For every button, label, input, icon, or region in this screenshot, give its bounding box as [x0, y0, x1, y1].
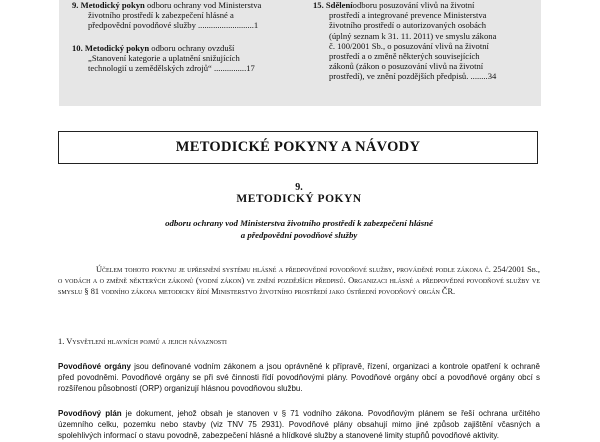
- toc-item-15[interactable]: [313, 0, 535, 82]
- chapter-heading: 1. Vysvětlení hlavních pojmů a jejich návaznosti: [58, 337, 227, 346]
- toc-item-number: 15.: [313, 0, 324, 10]
- toc-item-lead: Metodický pokyn: [84, 43, 150, 53]
- term: Povodňový plán: [58, 409, 122, 418]
- section-number: 9.: [295, 182, 303, 193]
- toc-item-lead: Metodický pokyn: [80, 0, 145, 10]
- section-subtitle: [58, 218, 540, 241]
- toc-item-line: prostředí), ve znění pozdějších předpisů. ........34: [329, 71, 497, 82]
- paragraph-text: je dokument, jehož obsah je stanoven v § 71 vodního zákona. Povodňovým plánem se řeší ochrana určitého územního celku, pozemku nebo stavby (viz TNV 75 2931). Povodňové plány obsahují mimo jiné způsob zajištění včasných a spolehlivých informací o stavu povodně, zabezpečení hlásné a hlídkové služby a stanovené limity stupňů povodňové aktivity.: [58, 409, 540, 441]
- toc-item-number: 9.: [72, 0, 79, 10]
- section-banner: METODICKÉ POKYNY A NÁVODY: [58, 131, 538, 164]
- toc-item-line: životního prostředí o autorizovaných osobách: [329, 20, 487, 31]
- intro-paragraph: Účelem tohoto pokynu je upřesnění systému hlásné a předpovědní povodňové služby, prováděné podle zákona č. 254/2001 Sb., o vodách a o změně některých zákonů (vodní zákon) ve znění pozdějších předpisů. Organizaci hlásné a předpovědní povodňové služby ve smyslu § 81 vodního zákona metodicky řídí Ministerstvo životního prostředí jako ústřední povodňový orgán ČR.: [58, 265, 540, 297]
- toc-item-text: odboru ochrany vod Ministerstva: [144, 0, 262, 10]
- toc-item-line: prostředí a o změně některých souvisejících: [329, 51, 480, 62]
- toc-item-line: životního prostředí k zabezpečení hlásné a: [88, 10, 234, 21]
- term: Povodňové orgány: [58, 362, 131, 371]
- paragraph-flood-authorities: [58, 361, 540, 395]
- toc-item-line: (úplný seznam k 31. 11. 2011) ve smyslu zákona: [329, 30, 497, 41]
- toc-item-line: prostředí a integrované prevence Ministerstva: [329, 10, 487, 21]
- toc-item-lead: Sdělení: [325, 0, 353, 10]
- toc-item-line: předpovědní povodňové služby ..........................1: [88, 20, 259, 31]
- toc-item-number: 10.: [72, 43, 83, 53]
- toc-item-line: č. 100/2001 Sb., o posuzování vlivů na životní: [329, 40, 489, 51]
- paragraph-flood-plan: [58, 408, 540, 442]
- section-subtitle-line: a předpovědní povodňové služby: [240, 229, 358, 240]
- toc-item-10[interactable]: [72, 43, 302, 74]
- section-title: METODICKÝ POKYN: [236, 193, 362, 205]
- toc-item-text: odboru ochrany ovzduší: [149, 43, 235, 53]
- toc-item-line: zákonů (zákon o posuzování vlivů na životní: [329, 61, 484, 72]
- toc-item-9[interactable]: [72, 0, 302, 31]
- section-subtitle-line: odboru ochrany vod Ministerstva životního prostředí k zabezpečení hlásné: [165, 218, 433, 228]
- paragraph-text: jsou definované vodním zákonem a jsou oprávněné k přípravě, řízení, organizaci a kontrole opatření k ochraně před povodněmi. Povodňové orgány se při své činnosti řídí povodňovými plány. Povodňové orgány obcí a povodňové orgány obcí s rozšířenou působností (ORP) organizují hlásnou povodňovou službu.: [58, 362, 541, 394]
- table-of-contents-box: [59, 0, 541, 106]
- toc-item-text: odboru posuzování vlivů na životní: [352, 0, 475, 10]
- toc-item-line: technologií u zemědělských zdrojů“ ...............17: [88, 63, 255, 74]
- toc-item-line: „Stanovení kategorie a uplatnění snižujících: [88, 53, 240, 64]
